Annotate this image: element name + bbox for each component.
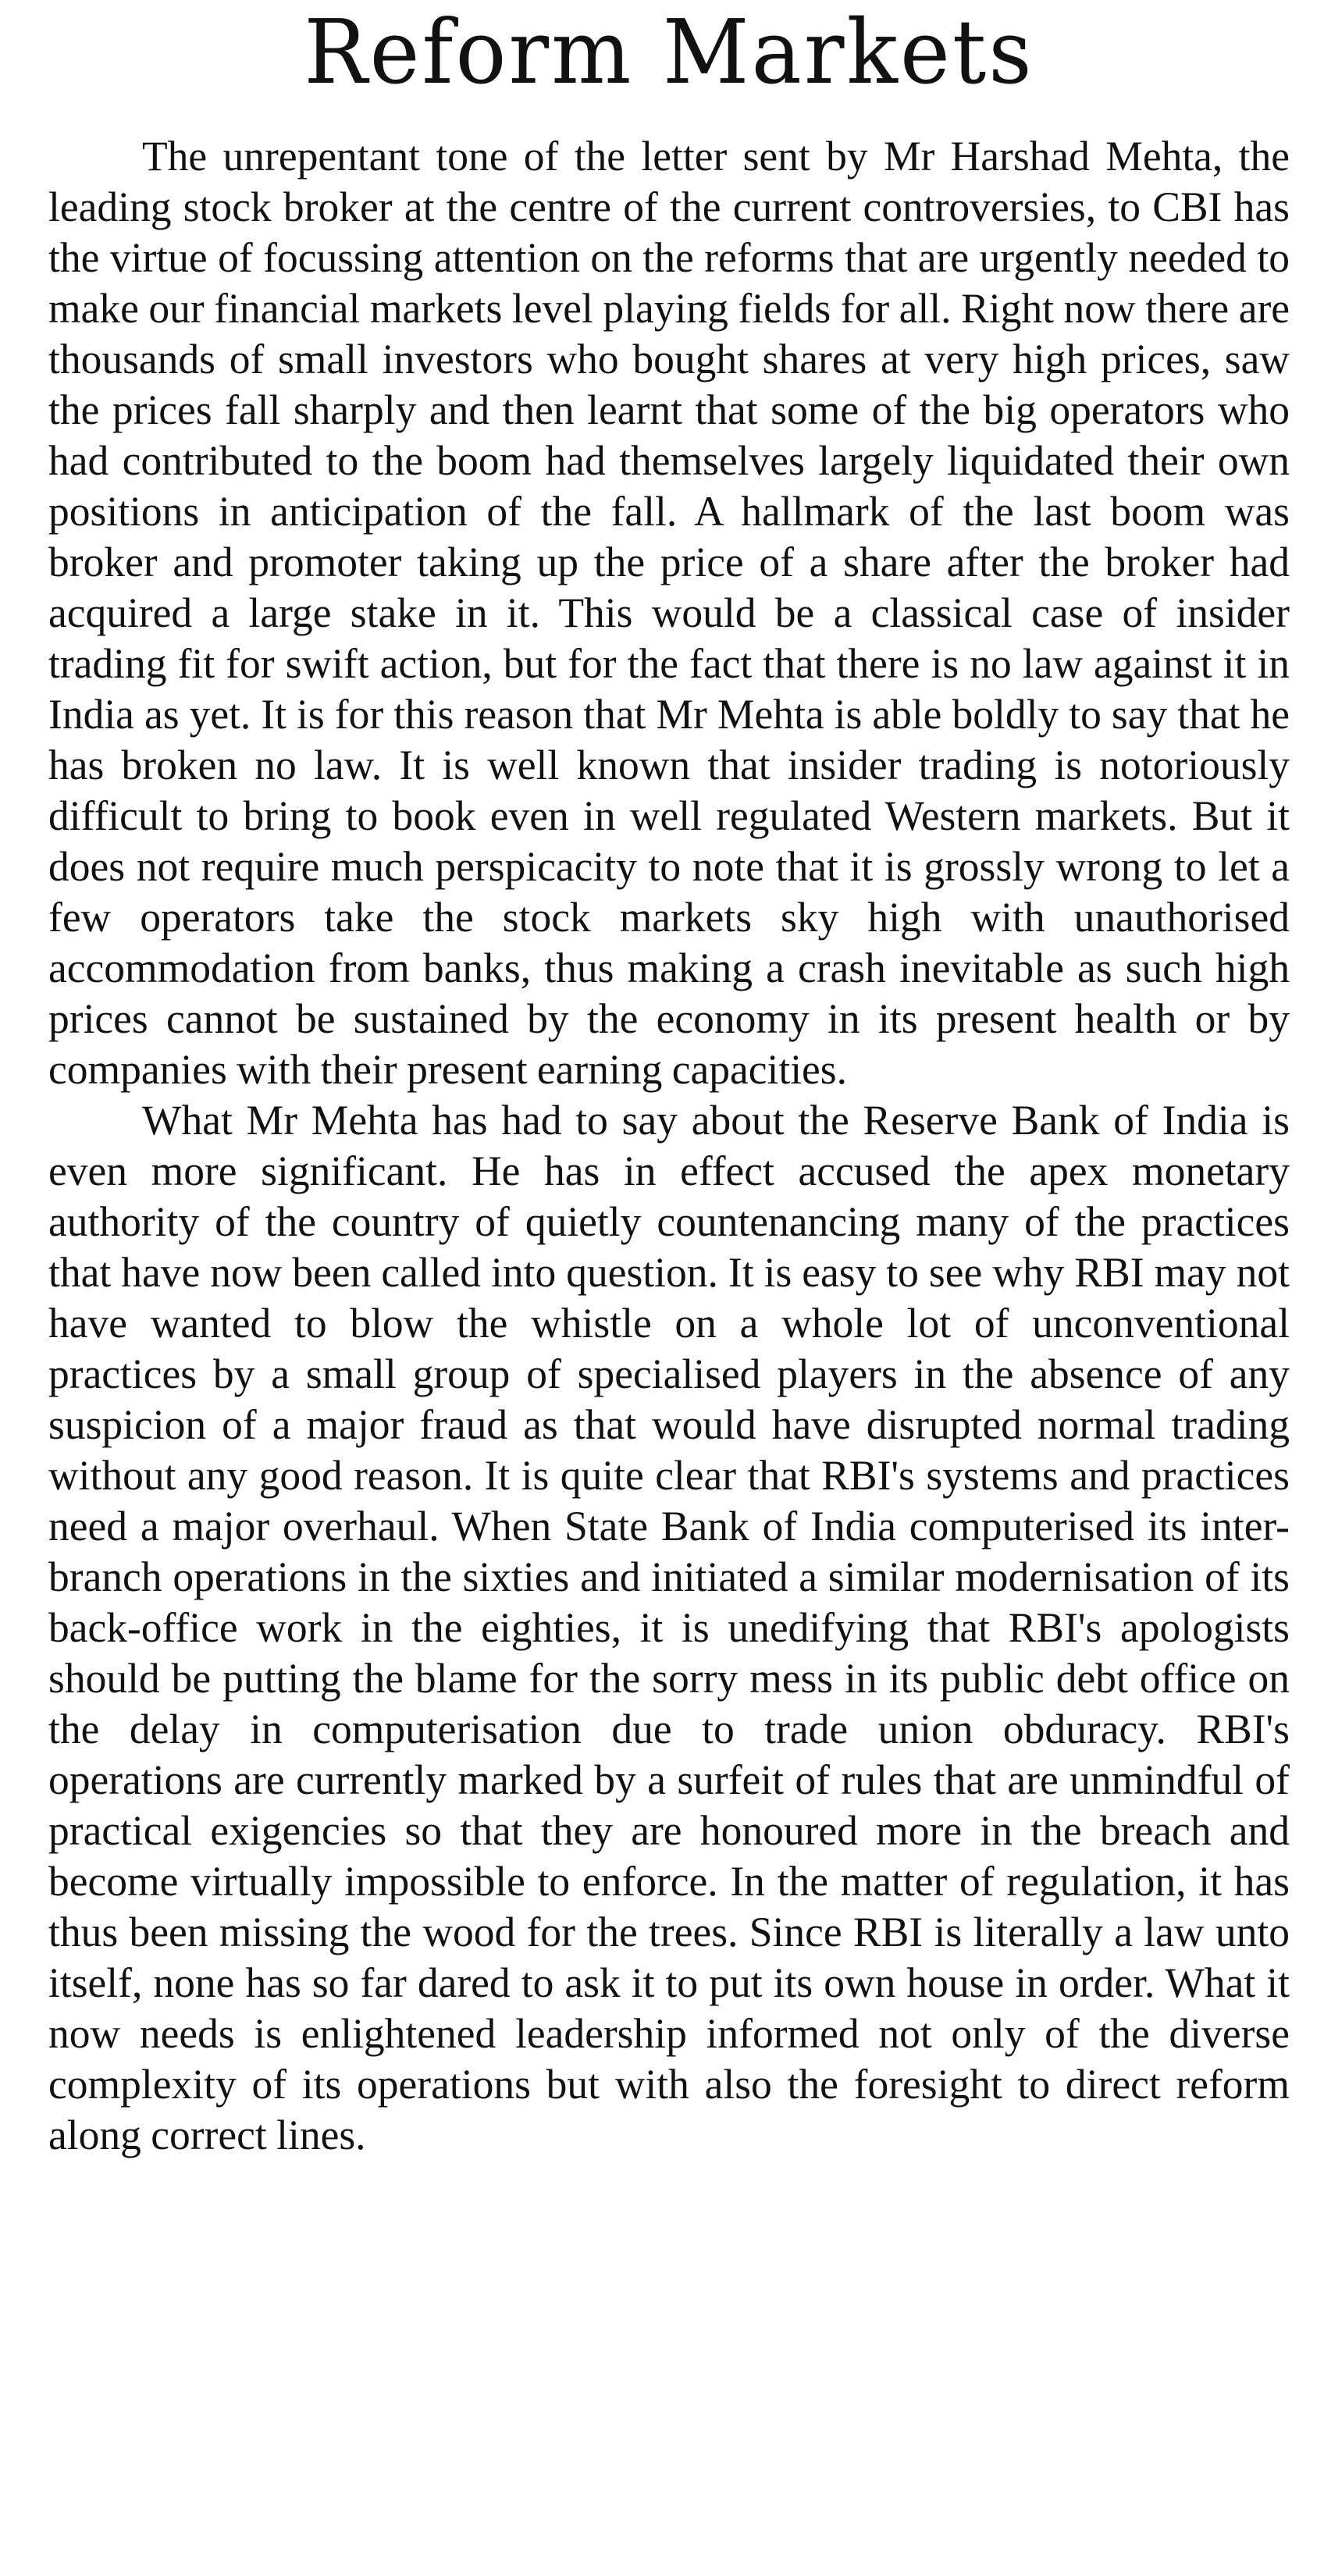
article-paragraph-2: What Mr Mehta has had to say about the Reserve Bank of India is even more significant. He has in effect accused the apex monetary authority of the country of quietly countenancing many of the practices that have now been called into question. It is easy to see why RBI may not have wanted to blow the whistle on a whole lot of unconventional practices by a small group of specialised players in the absence of any suspicion of a major fraud as that would have disrupted normal trading without any good reason. It is quite clear that RBI's systems and practices need a major overhaul. When State Bank of India computerised its inter-branch operations in the sixties and initiated a similar modernisation of its back-office work in the eighties, it is unedifying that RBI's apologists should be putting the blame for the sorry mess in its public debt office on the delay in computerisation due to trade union obduracy. RBI's operations are currently marked by a surfeit of rules that are unmindful of practical exigencies so that they are honoured more in the breach and become virtually impossible to enforce. In the matter of regulation, it has thus been missing the wood for the trees. Since RBI is literally a law unto itself, none has so far dared to ask it to put its own house in order. What it now needs is enlightened leadership informed not only of the diverse complexity of its operations but with also the foresight to direct reform along correct lines. [48, 1097, 1290, 2158]
article-body [48, 131, 1290, 2161]
article-paragraph-1: The unrepentant tone of the letter sent by Mr Harshad Mehta, the leading stock broker at the centre of the current controversies, to CBI has the virtue of focussing attention on the reforms that are urgently needed to make our financial markets level playing fields for all. Right now there are thousands of small investors who bought shares at very high prices, saw the prices fall sharply and then learnt that some of the big operators who had contributed to the boom had themselves largely liquidated their own positions in anticipation of the fall. A hallmark of the last boom was broker and promoter taking up the price of a share after the broker had acquired a large stake in it. This would be a classical case of insider trading fit for swift action, but for the fact that there is no law against it in India as yet. It is for this reason that Mr Mehta is able boldly to say that he has broken no law. It is well known that insider trading is notoriously difficult to bring to book even in well regulated Western markets. But it does not require much perspicacity to note that it is grossly wrong to let a few operators take the stock markets sky high with unauthorised accommodation from banks, thus making a crash inevitable as such high prices cannot be sustained by the economy in its present health or by companies with their present earning capacities. [48, 133, 1290, 1093]
headline: Reform Markets [304, 1, 1034, 105]
